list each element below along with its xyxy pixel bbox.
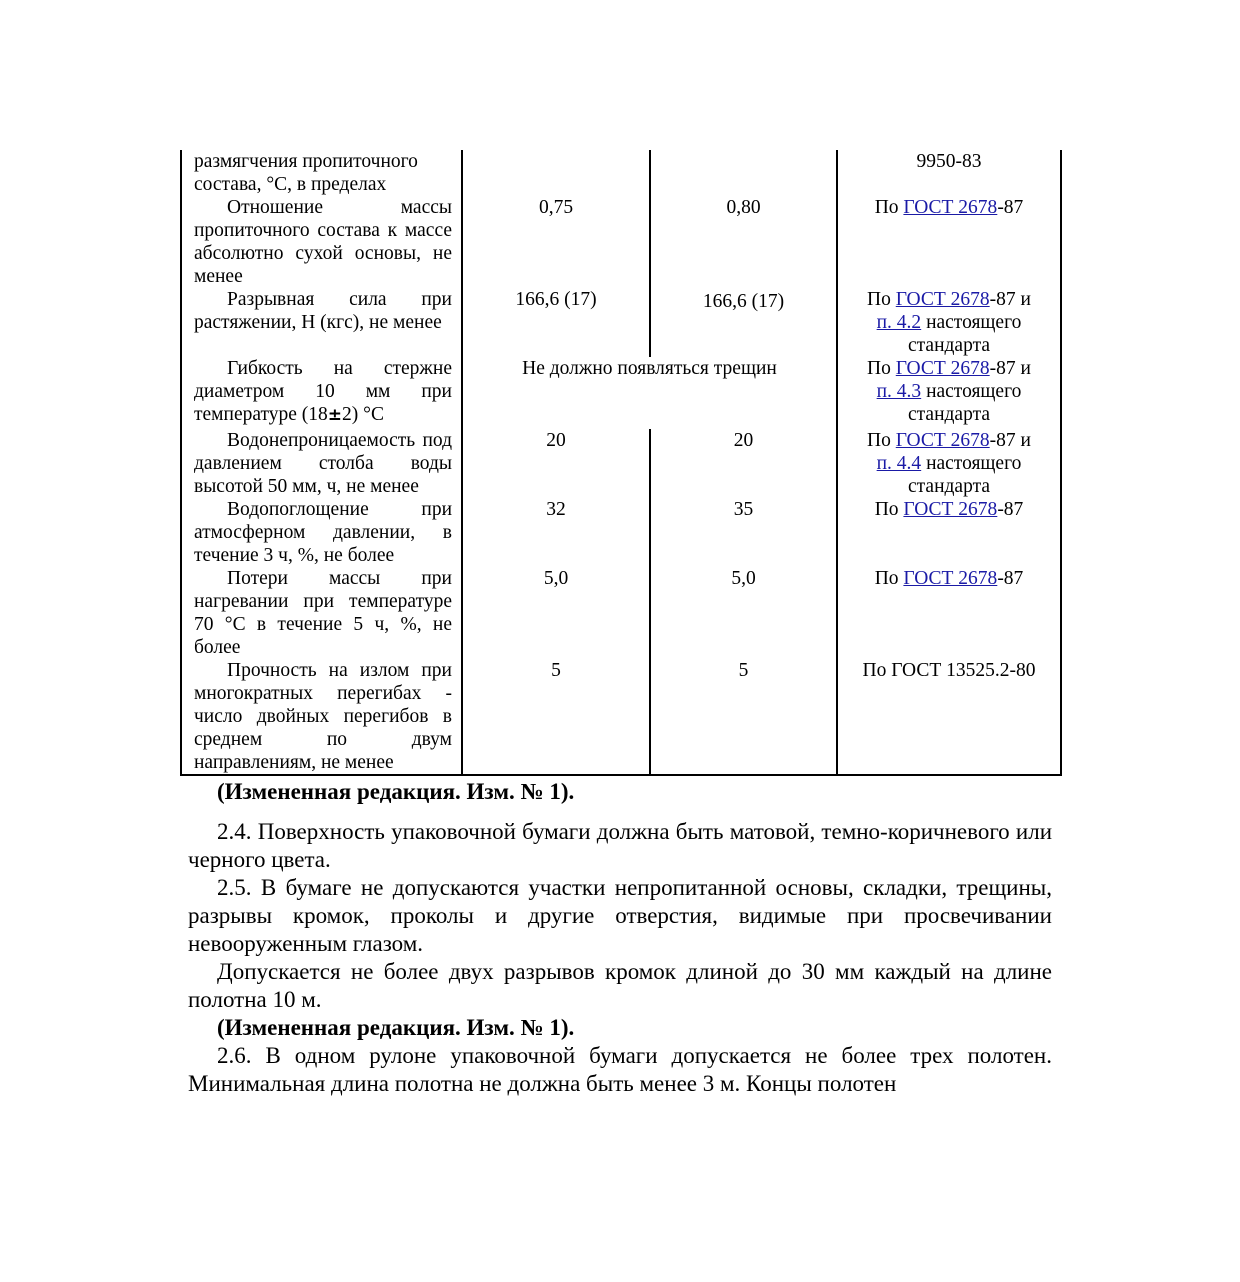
paragraph-2-4: 2.4. Поверхность упаковочной бумаги должна быть матовой, темно-коричневого или черного цвета. xyxy=(188,819,1052,872)
gost-link[interactable]: ГОСТ 2678 xyxy=(895,430,990,451)
test-method: По ГОСТ 2678-87 xyxy=(837,567,1061,659)
amendment-note-2: (Измененная редакция. Изм. № 1). xyxy=(217,1015,575,1040)
value-col2 xyxy=(650,150,837,196)
test-method: По ГОСТ 2678-87 и п. 4.3 настоящего стандарта xyxy=(837,357,1061,429)
table-row xyxy=(181,288,1061,357)
table-row xyxy=(181,567,1061,659)
value-col2: 5,0 xyxy=(650,567,837,659)
test-method: По ГОСТ 2678-87 и п. 4.4 настоящего стандарта xyxy=(837,429,1061,498)
gost-link[interactable]: ГОСТ 2678 xyxy=(895,289,990,310)
row-description: Водонепроницаемость под давлением столба воды высотой 50 мм, ч, не менее xyxy=(181,429,462,498)
value-col1: 166,6 (17) xyxy=(462,288,650,357)
row-description: размягчения пропиточного состава, °С, в пределах xyxy=(181,150,462,196)
value-col2: 0,80 xyxy=(650,196,837,288)
value-col1: 20 xyxy=(462,429,650,498)
row-description: Гибкость на стержне диаметром 10 мм при температуре (18±2) °С xyxy=(181,357,462,429)
row-description: Отношение массы пропиточного состава к массе абсолютно сухой основы, не менее xyxy=(181,196,462,288)
row-description: Разрывная сила при растяжении, Н (кгс), не менее xyxy=(181,288,462,357)
test-method: По ГОСТ 2678-87 xyxy=(837,196,1061,288)
value-col2: 5 xyxy=(650,659,837,775)
row-description: Прочность на излом при многократных перегибах - число двойных перегибов в среднем по двум направлениям, не менее xyxy=(181,659,462,775)
value-col1: 5,0 xyxy=(462,567,650,659)
value-col1: 0,75 xyxy=(462,196,650,288)
value-col1 xyxy=(462,150,650,196)
body-text xyxy=(188,818,1052,1098)
test-method: По ГОСТ 2678-87 xyxy=(837,498,1061,567)
gost-link[interactable]: ГОСТ 2678 xyxy=(903,568,998,589)
test-method: По ГОСТ 13525.2-80 xyxy=(837,659,1061,775)
test-method: По ГОСТ 2678-87 и п. 4.2 настоящего стандарта xyxy=(837,288,1061,357)
test-method: 9950-83 xyxy=(837,150,1061,196)
value-col2: 166,6 (17) xyxy=(650,288,837,357)
table-row xyxy=(181,357,1061,429)
row-description: Водопоглощение при атмосферном давлении, в течение 3 ч, %, не более xyxy=(181,498,462,567)
table-row xyxy=(181,659,1061,775)
gost-link[interactable]: ГОСТ 2678 xyxy=(895,358,990,379)
paragraph-2-6: 2.6. В одном рулоне упаковочной бумаги допускается не более трех полотен. Минимальная длина полотна не должна быть менее 3 м. Концы полотен xyxy=(188,1043,1052,1096)
value-col1: 32 xyxy=(462,498,650,567)
clause-link[interactable]: п. 4.2 xyxy=(876,312,922,333)
value-col2: 20 xyxy=(650,429,837,498)
clause-link[interactable]: п. 4.3 xyxy=(876,381,922,402)
row-description: Потери массы при нагревании при температуре 70 °С в течение 5 ч, %, не более xyxy=(181,567,462,659)
value-col1: 5 xyxy=(462,659,650,775)
gost-link[interactable]: ГОСТ 2678 xyxy=(903,499,998,520)
table-row xyxy=(181,196,1061,288)
table-row xyxy=(181,150,1061,196)
gost-link[interactable]: ГОСТ 2678 xyxy=(903,197,998,218)
merged-value: Не должно появляться трещин xyxy=(462,357,837,429)
paragraph-2-5: 2.5. В бумаге не допускаются участки непропитанной основы, складки, трещины, разрывы кромок, проколы и другие отверстия, видимые при просвечивании невооруженным глазом. xyxy=(188,875,1052,956)
properties-table xyxy=(180,150,1062,776)
amendment-note-1: (Измененная редакция. Изм. № 1). xyxy=(217,779,575,804)
value-col2: 35 xyxy=(650,498,837,567)
table-row xyxy=(181,429,1061,498)
paragraph-2-5-note: Допускается не более двух разрывов кромок длиной до 30 мм каждый на длине полотна 10 м. xyxy=(188,959,1052,1012)
table-row xyxy=(181,498,1061,567)
clause-link[interactable]: п. 4.4 xyxy=(876,453,922,474)
